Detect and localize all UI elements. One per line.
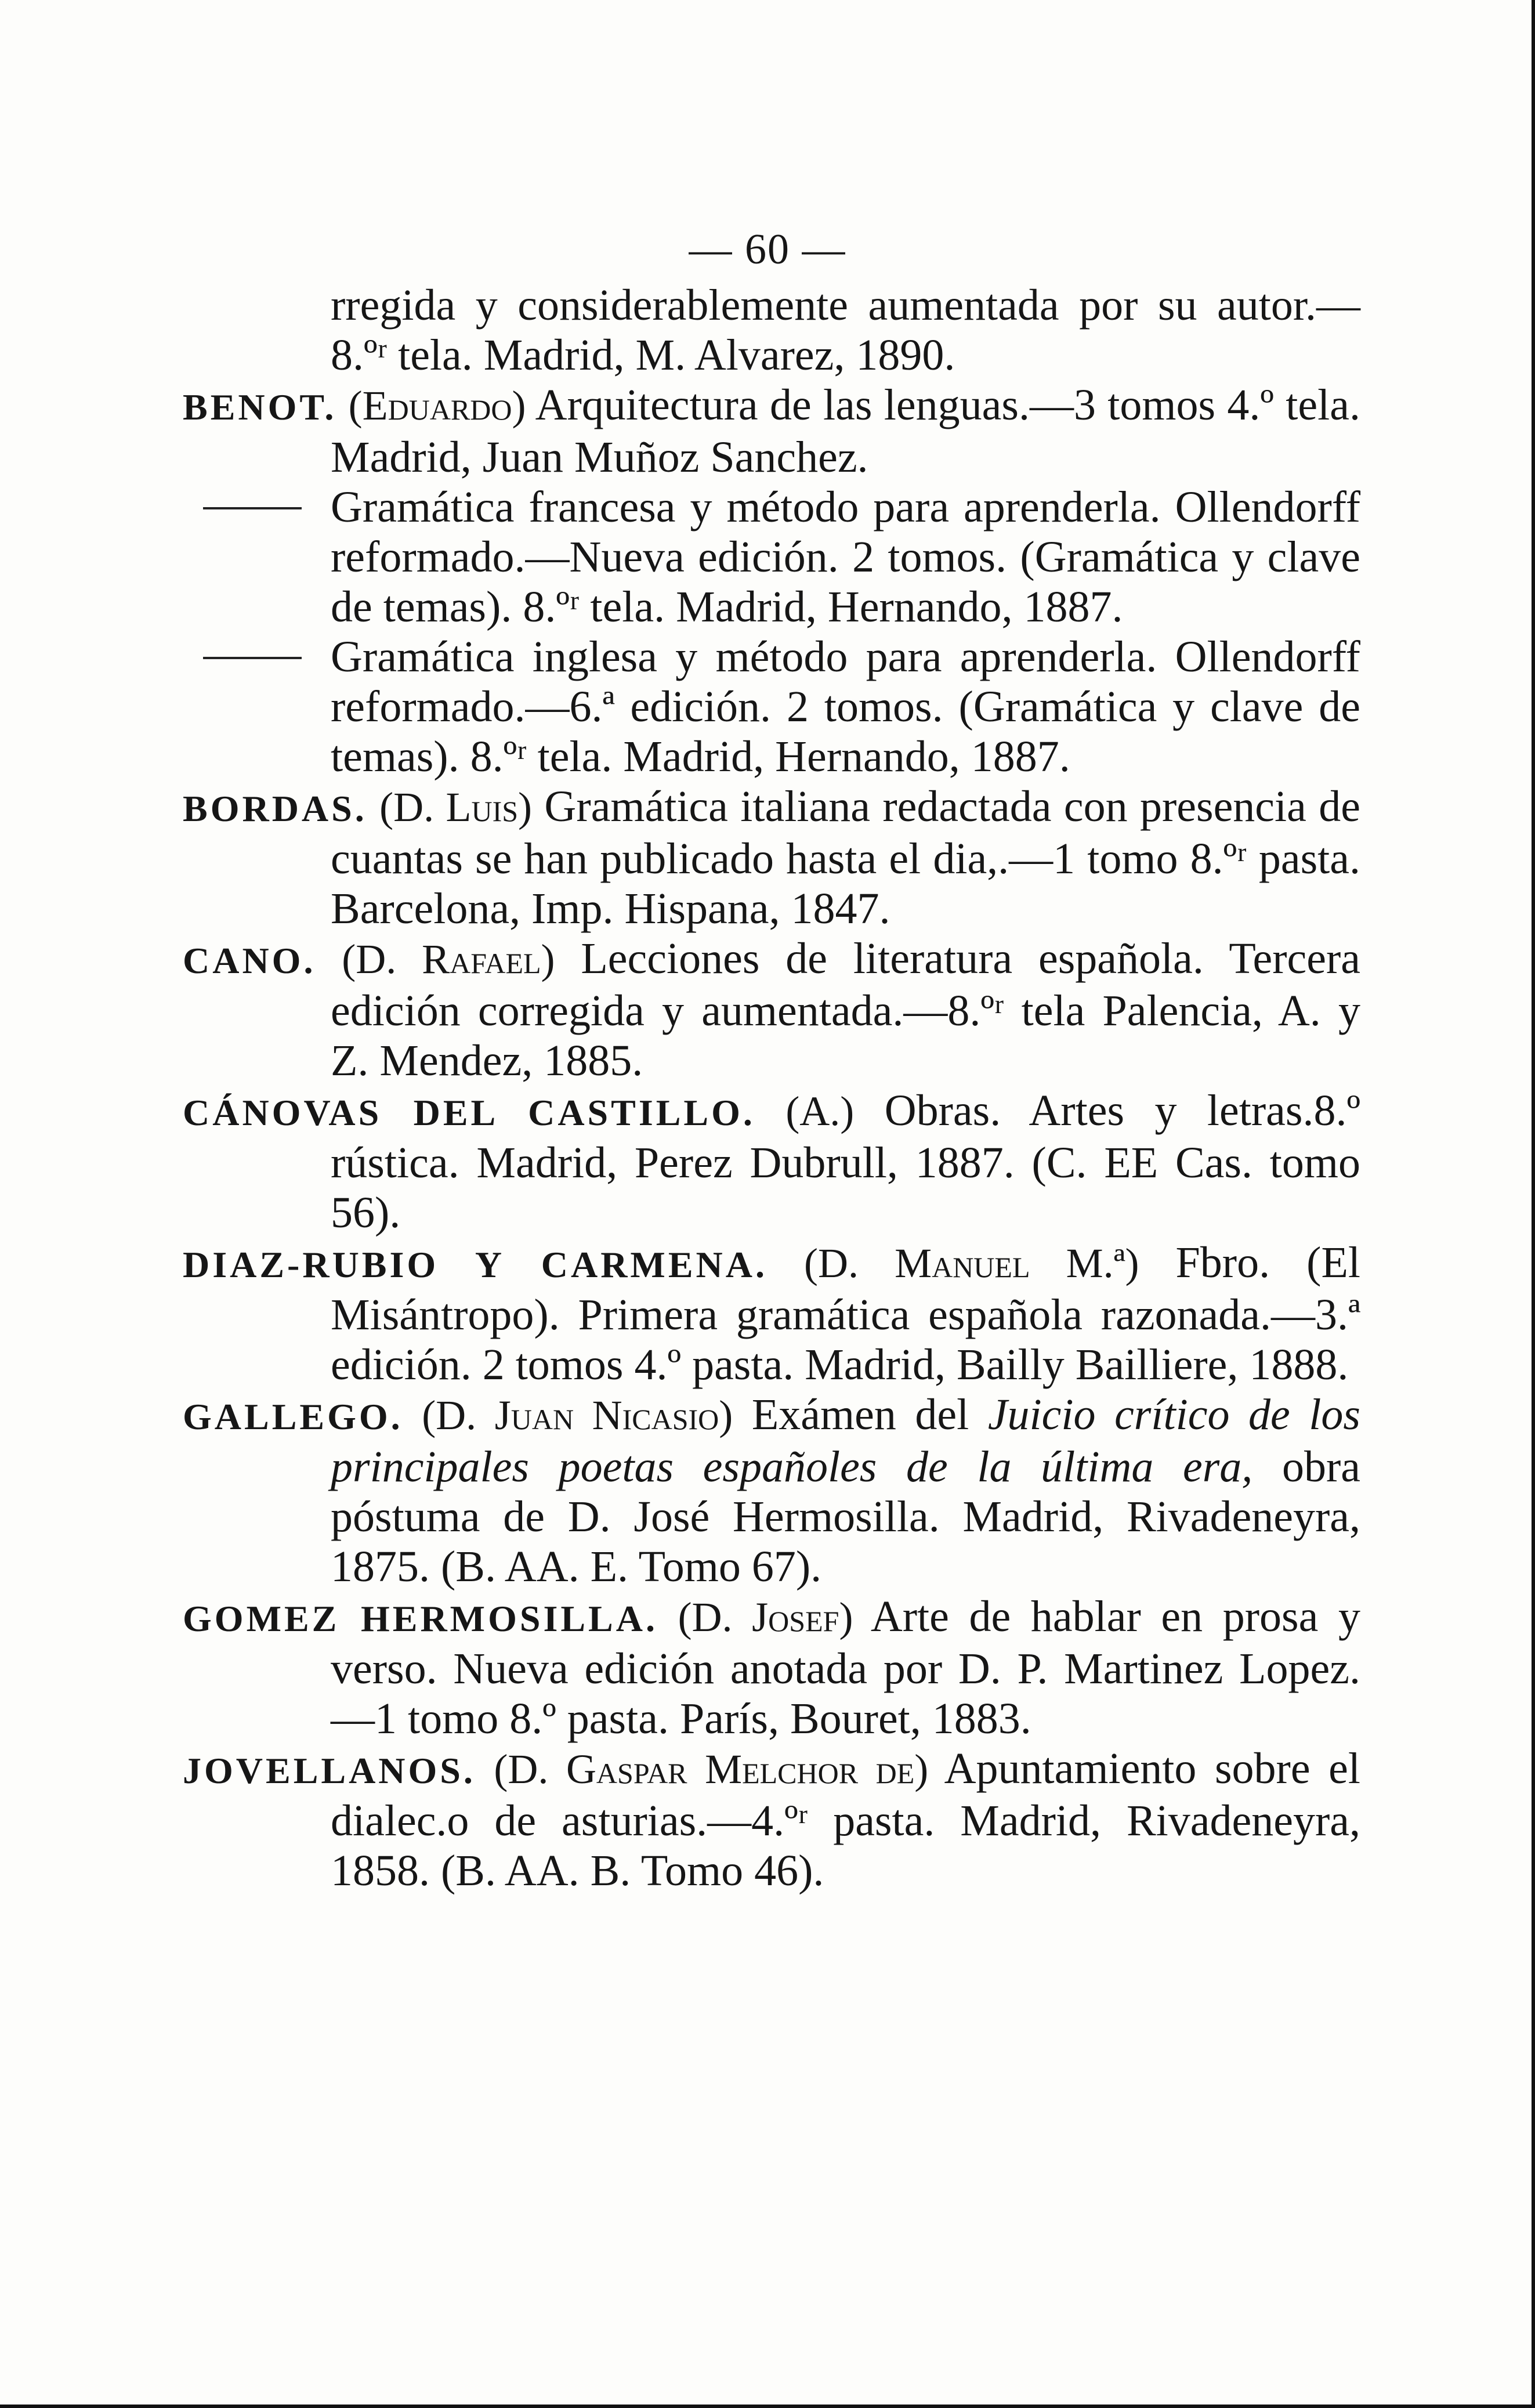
entry-forename: (D. Rafael) — [342, 936, 555, 982]
entry-text-after: obra póstuma de D. José Hermosilla. Madrid, Rivadeneyra, 1875. (B. AA. E. Tomo 67). — [331, 1442, 1360, 1591]
entry-forename: (D. Manuel M.ª) — [804, 1240, 1139, 1286]
entry-forename: (A.) — [785, 1088, 855, 1134]
entry-italic-title: Juicio crítico de los principales poetas españoles de la última era, — [331, 1390, 1360, 1491]
entry-text: Fbro. (El Misántropo). Primera gramática española razonada.—3.ª edición. 2 tomos 4.º pasta. Madrid, Bailly Bailliere, 1888. — [331, 1238, 1360, 1389]
entry-author: CANO. — [183, 940, 316, 981]
bibliography-column — [183, 280, 1360, 1896]
scan-border-bottom — [0, 2405, 1535, 2408]
entry-gomez-hermosilla — [183, 1592, 1360, 1744]
scan-border-right — [1532, 0, 1535, 2408]
entry-text: Lecciones de literatura española. Tercera edición corregida y aumentada.—8.ºʳ tela Palencia, A. y Z. Mendez, 1885. — [331, 934, 1361, 1085]
entry-cano — [183, 934, 1360, 1086]
entry-text: rregida y considerablemente aumentada por su autor.—8.ºʳ tela. Madrid, M. Alvarez, 1890. — [331, 281, 1360, 379]
entry-continuation — [183, 280, 1360, 380]
entry-author: GOMEZ HERMOSILLA. — [183, 1598, 658, 1639]
entry-benot — [183, 380, 1360, 482]
entry-author: BENOT. — [183, 386, 337, 428]
entry-author: CÁNOVAS DEL CASTILLO. — [183, 1092, 755, 1133]
entry-text: Gramática francesa y método para aprenderla. Ollendorff reformado.—Nueva edición. 2 tomos. (Gramática y clave de temas). 8.ºʳ tela. Madrid, Hernando, 1887. — [331, 483, 1360, 631]
entry-forename: (D. Gaspar Melchor de) — [494, 1746, 929, 1792]
entry-text: Obras. Artes y letras.8.º rústica. Madrid, Perez Dubrull, 1887. (C. EE Cas. tomo 56). — [331, 1086, 1361, 1237]
page-number: — 60 — — [689, 226, 846, 273]
ditto-dash — [203, 507, 302, 509]
entry-text: Arte de hablar en prosa y verso. Nueva edición anotada por D. P. Martinez Lopez.—1 tomo 8.º pasta. París, Bouret, 1883. — [331, 1592, 1360, 1743]
entry-jovellanos — [183, 1744, 1360, 1896]
entry-forename: (Eduardo) — [348, 382, 526, 429]
entry-author: BORDAS. — [183, 788, 367, 829]
entry-forename: (D. Josef) — [678, 1594, 853, 1640]
entry-forename: (D. Juan Nicasio) — [422, 1392, 733, 1438]
entry-canovas — [183, 1086, 1360, 1238]
entry-text: Gramática italiana redactada con presencia de cuantas se han publicado hasta el dia,.—1 tomo 8.ºʳ pasta. Barcelona, Imp. Hispana, 1847. — [331, 782, 1361, 933]
entry-text: Arquitectura de las lenguas.—3 tomos 4.º tela. Madrid, Juan Muñoz Sanchez. — [331, 381, 1360, 482]
entry-diaz-rubio — [183, 1238, 1360, 1390]
entry-text: Exámen del — [733, 1390, 988, 1439]
entry-author: GALLEGO. — [183, 1396, 403, 1437]
entry-benot-gramatica-francesa — [183, 482, 1360, 632]
entry-bordas — [183, 782, 1360, 934]
entry-author: JOVELLANOS. — [183, 1750, 476, 1791]
entry-gallego — [183, 1390, 1360, 1592]
entry-forename: (D. Luis) — [379, 784, 533, 830]
entry-author: DIAZ-RUBIO Y CARMENA. — [183, 1244, 768, 1285]
ditto-dash — [203, 657, 302, 659]
entry-text: Gramática inglesa y método para aprenderla. Ollendorff reformado.—6.ª edición. 2 tomos. (Gramática y clave de temas). 8.ºʳ tela. Madrid, Hernando, 1887. — [331, 632, 1360, 781]
entry-benot-gramatica-inglesa — [183, 632, 1360, 782]
entry-text: Apuntamiento sobre el dialec.o de asturias.—4.ºʳ pasta. Madrid, Rivadeneyra, 1858. (B. AA. B. Tomo 46). — [331, 1744, 1360, 1895]
